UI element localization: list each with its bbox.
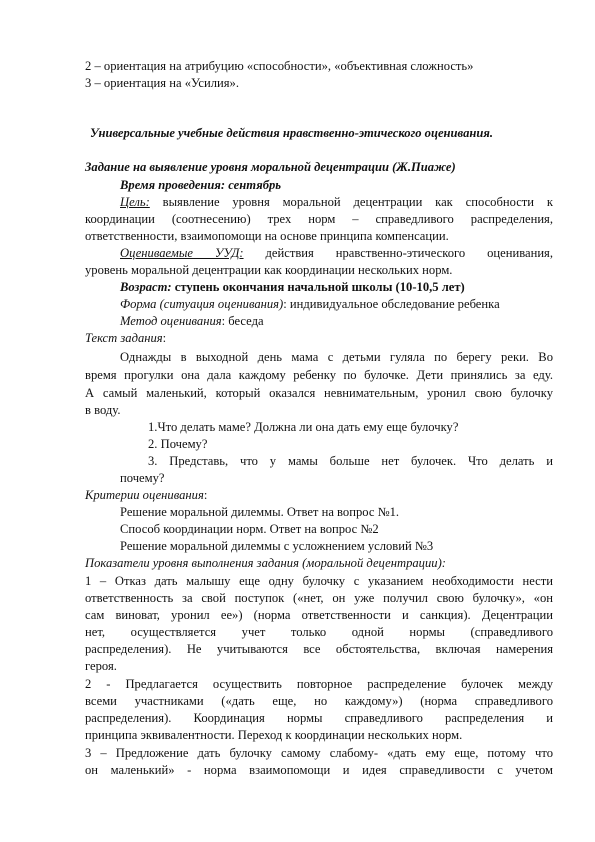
attribution-line-3: 3 – ориентация на «Усилия». [85,76,239,90]
question-3-cont: почему? [120,471,165,485]
form-label: Форма (ситуация оценивания) [120,297,284,311]
goal-line-1: Цель: выявление уровня моральной децентрации как способности к [120,195,553,209]
section-title: Универсальные учебные действия нравственно-этического оценивания. [90,126,494,140]
criteria-label: Критерии оценивания [85,488,204,502]
level1-line-5: распределения). Не учитываются все обстоятельства, включая намерения [85,642,553,656]
level2-line-1: 2 - Предлагается осуществить повторное распределение булочек между [85,677,553,691]
age-line: Возраст: ступень окончания начальной школы (10-10,5 лет) [120,280,465,294]
level1-line-3: сам виноват, уронил ее») (норма ответственности и санкция). Децентрации [85,608,553,622]
story-line-3: А самый маленький, который оказался невнимательным, уронил свою булочку [85,386,553,400]
task-time: Время проведения: сентябрь [120,178,282,192]
story-line-1: Однажды в выходной день мама с детьми гуляла по берегу реки. Во [120,350,553,364]
question-1: 1.Что делать маме? Должна ли она дать ему еще булочку? [148,420,459,434]
question-3: 3. Представь, что у мамы больше нет булочек. Что делать и [148,454,553,468]
form-line: Форма (ситуация оценивания): индивидуальное обследование ребенка [120,297,500,311]
level2-line-2: всеми участниками («дать еще, но каждому») (норма справедливого [85,694,553,708]
text-label: Текст задания [85,331,163,345]
level1-line-6: героя. [85,659,117,673]
criterion-3: Решение моральной дилеммы с усложнением условий №3 [120,539,434,553]
levels-label: Показатели уровня выполнения задания (моральной децентрации): [85,556,446,570]
level3-line-1: 3 – Предложение дать булочку самому слабому- «дать ему еще, потому что [85,746,553,760]
story-line-2: время прогулки она дала каждому ребенку по булочке. Дети принялись за еду. [85,368,553,382]
criteria-label-line: Критерии оценивания: [85,488,208,502]
level3-line-2: он маленький» - норма взаимопомощи и идея справедливости с учетом [85,763,553,777]
method-label: Метод оценивания [120,314,222,328]
criterion-2: Способ координации норм. Ответ на вопрос №2 [120,522,379,536]
goal-line-2: координации (соотнесению) трех норм – справедливого распределения, [85,212,553,226]
task-title: Задание на выявление уровня моральной децентрации (Ж.Пиаже) [85,160,456,174]
criterion-1: Решение моральной дилеммы. Ответ на вопрос №1. [120,505,400,519]
age-label: Возраст: [120,280,172,294]
question-2: 2. Почему? [148,437,208,451]
uud-line-1: Оцениваемые УУД: действия нравственно-этического оценивания, [120,246,553,260]
level1-line-4: нет, осуществляется учет только одной нормы (справедливого [85,625,553,639]
attribution-line-2: 2 – ориентация на атрибуцию «способности», «объективная сложность» [85,59,474,73]
text-label-line: Текст задания: [85,331,167,345]
level2-line-4: принципа эквивалентности. Переход к координации нескольких норм. [85,728,463,742]
story-line-4: в воду. [85,403,121,417]
goal-label: Цель: [120,195,150,209]
level2-line-3: распределения). Координация нормы справедливого распределения и [85,711,553,725]
level1-line-1: 1 – Отказ дать малышу еще одну булочку с указанием необходимости нести [85,574,553,588]
uud-line-2: уровень моральной децентрации как координации нескольких норм. [85,263,453,277]
goal-line-3: ответственности, взаимопомощи на основе принципа компенсации. [85,229,449,243]
method-line: Метод оценивания: беседа [120,314,264,328]
level1-line-2: ответственность за свой поступок («нет, он уже получил свою булочку», «он [85,591,553,605]
uud-label: Оцениваемые УУД: [120,246,244,260]
